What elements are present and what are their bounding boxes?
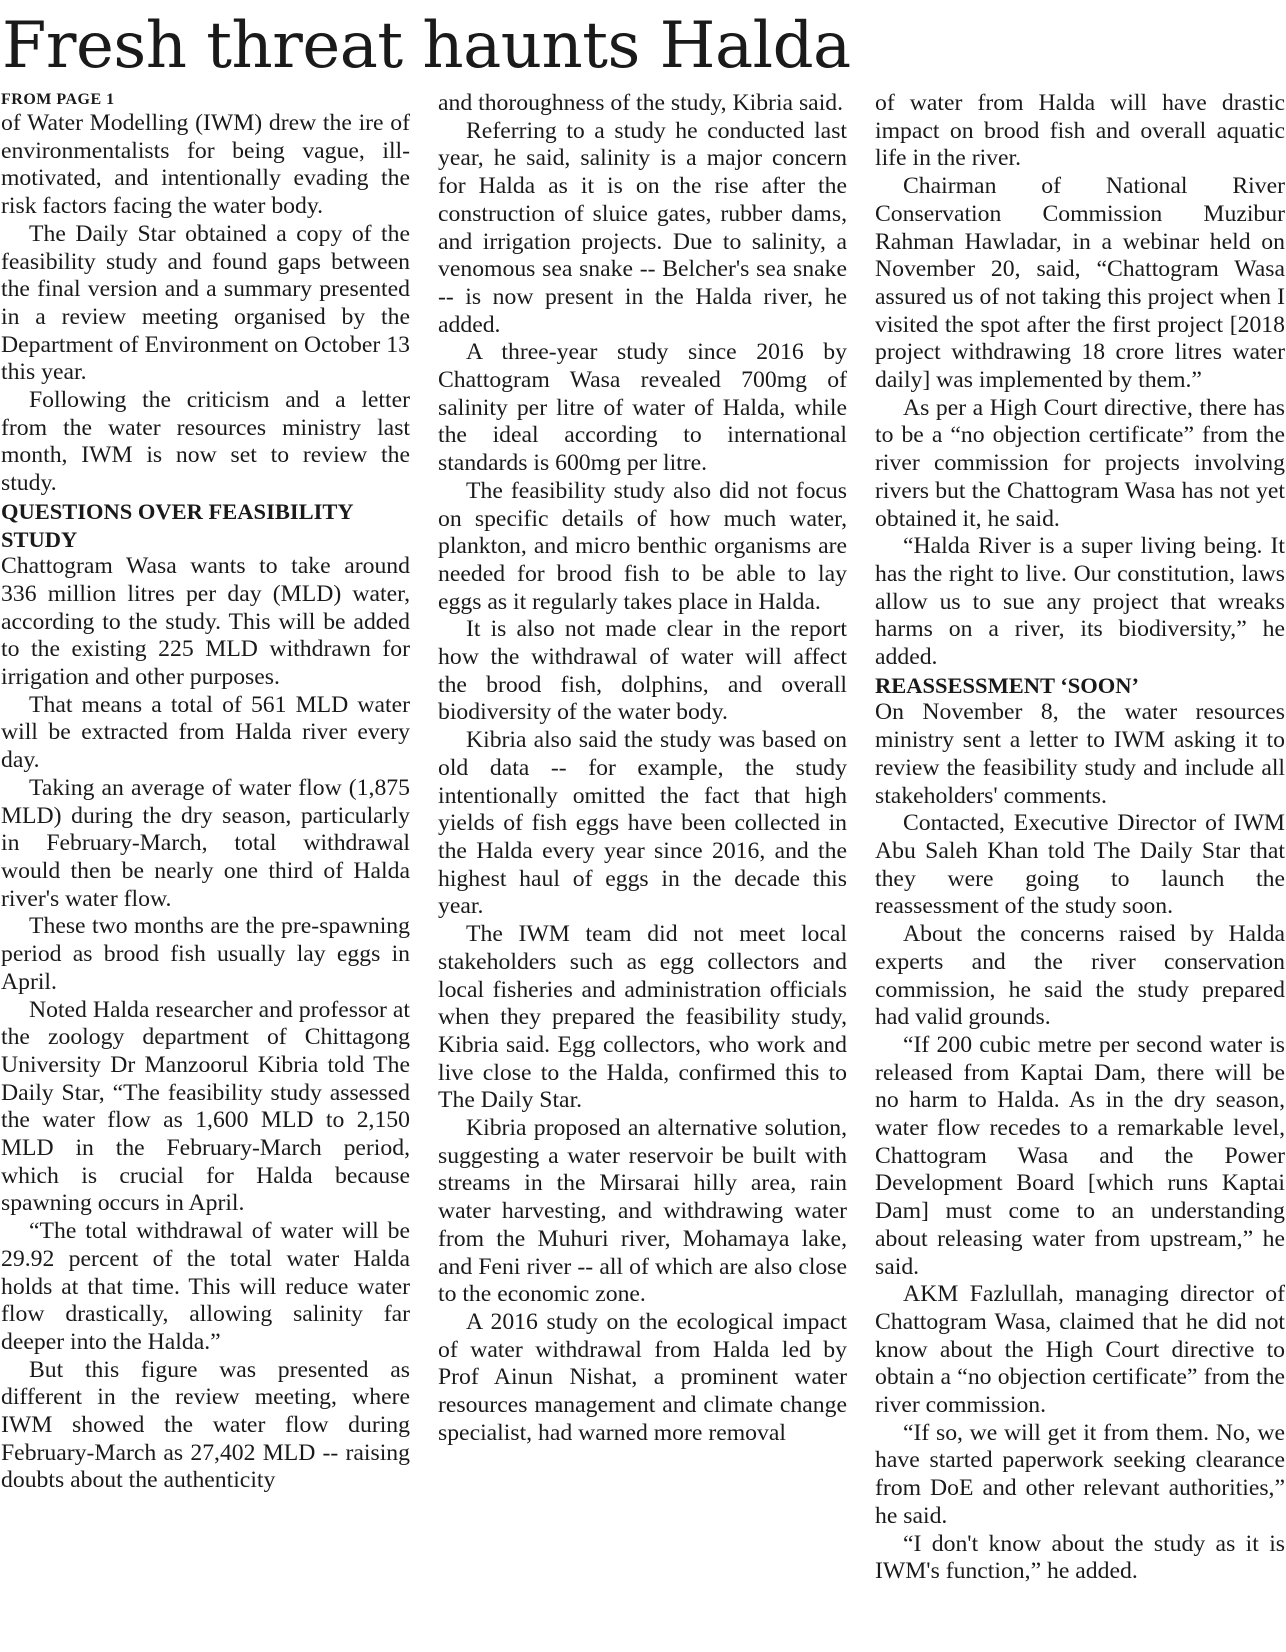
paragraph: As per a High Court directive, there has to be a “no objection certificate” from the river commission for projects involving rivers but the Chattogram Wasa has not yet obtained it, he said.: [875, 394, 1285, 532]
paragraph: The feasibility study also did not focus on specific details of how much water, plankton, and micro benthic organisms are needed for brood fish to be able to lay eggs as it regularly takes place in Halda.: [438, 477, 847, 615]
column-2: [438, 90, 847, 1447]
paragraph: A three-year study since 2016 by Chattogram Wasa revealed 700mg of salinity per litre of water of Halda, while the ideal according to international standards is 600mg per litre.: [438, 339, 847, 477]
paragraph: “If 200 cubic metre per second water is released from Kaptai Dam, there will be no harm to Halda. As in the dry season, water flow recedes to a remarkable level, Chattogram Wasa and the Power Development Board [which runs Kaptai Dam] must come to an understanding about releasing water from upstream,” he said.: [875, 1031, 1285, 1280]
paragraph: The IWM team did not meet local stakeholders such as egg collectors and local fisheries and administration officials when they prepared the feasibility study, Kibria said. Egg collectors, who work and live close to the Halda, confirmed this to The Daily Star.: [438, 921, 847, 1114]
subheading-reassessment: REASSESSMENT ‘SOON’: [875, 672, 1140, 698]
from-page-label: FROM PAGE 1: [1, 91, 115, 108]
paragraph: These two months are the pre-spawning period as brood fish usually lay eggs in April.: [1, 913, 410, 995]
paragraph: “Halda River is a super living being. It has the right to live. Our constitution, laws allow us to sue any project that wreaks harms on a river, its biodiversity,” he added.: [875, 533, 1285, 671]
paragraph: It is also not made clear in the report how the withdrawal of water will affect the brood fish, dolphins, and overall biodiversity of the water body.: [438, 616, 847, 726]
paragraph: Following the criticism and a letter from the water resources ministry last month, IWM is now set to review the study.: [1, 387, 410, 497]
paragraph: The Daily Star obtained a copy of the feasibility study and found gaps between the final version and a summary presented in a review meeting organised by the Department of Environment on October 13 this year.: [1, 220, 410, 386]
paragraph: That means a total of 561 MLD water will be extracted from Halda river every day.: [1, 691, 410, 774]
paragraph: Chairman of National River Conservation Commission Muzibur Rahman Hawladar, in a webinar held on November 20, said, “Chattogram Wasa assured us of not taking this project when I visited the spot after the first project [2018 project withdrawing 18 crore litres water daily] was implemented by them.”: [875, 173, 1285, 394]
column-1: [1, 90, 410, 1495]
paragraph: of water from Halda will have drastic impact on brood fish and overall aquatic life in the river.: [875, 90, 1285, 172]
paragraph: About the concerns raised by Halda experts and the river conservation commission, he said the study prepared had valid grounds.: [875, 921, 1285, 1031]
paragraph: Referring to a study he conducted last year, he said, salinity is a major concern for Halda as it is on the rise after the construction of sluice gates, rubber dams, and irrigation projects. Due to salinity, a venomous sea snake -- Belcher's sea snake -- is now present in the Halda river, he added.: [438, 117, 847, 338]
paragraph: Contacted, Executive Director of IWM Abu Saleh Khan told The Daily Star that they were going to launch the reassessment of the study soon.: [875, 810, 1285, 920]
paragraph: Kibria proposed an alternative solution, suggesting a water reservoir be built with streams in the Mirsarai hilly area, rain water harvesting, and withdrawing water from the Muhuri river, Mohamaya lake, and Feni river -- all of which are also close to the economic zone.: [438, 1115, 847, 1308]
paragraph: Taking an average of water flow (1,875 MLD) during the dry season, particularly in February-March, total withdrawal would then be nearly one third of Halda river's water flow.: [1, 774, 410, 912]
paragraph: But this figure was presented as different in the review meeting, where IWM showed the water flow during February-March as 27,402 MLD -- raising doubts about the authenticity: [1, 1356, 410, 1494]
column-3: [875, 90, 1285, 1586]
subheading-questions: QUESTIONS OVER FEASIBILITY STUDY: [1, 498, 353, 552]
paragraph: Chattogram Wasa wants to take around 336 million litres per day (MLD) water, according to the study. This will be added to the existing 225 MLD withdrawn for irrigation and other purposes.: [1, 553, 410, 691]
paragraph: of Water Modelling (IWM) drew the ire of environmentalists for being vague, ill-motivated, and intentionally evading the risk factors facing the water body.: [1, 110, 410, 220]
paragraph: “The total withdrawal of water will be 29.92 percent of the total water Halda holds at that time. This will reduce water flow drastically, allowing salinity far deeper into the Halda.”: [1, 1218, 410, 1355]
paragraph: AKM Fazlullah, managing director of Chattogram Wasa, claimed that he did not know about the High Court directive to obtain a “no objection certificate” from the river commission.: [875, 1281, 1285, 1419]
paragraph: A 2016 study on the ecological impact of water withdrawal from Halda led by Prof Ainun Nishat, a prominent water resources management and climate change specialist, had warned more removal: [438, 1308, 847, 1446]
paragraph: Kibria also said the study was based on old data -- for example, the study intentionally omitted the fact that high yields of fish eggs have been collected in the Halda every year since 2016, and the highest haul of eggs in the decade this year.: [438, 727, 847, 920]
paragraph: and thoroughness of the study, Kibria said.: [438, 90, 844, 116]
paragraph: On November 8, the water resources ministry sent a letter to IWM asking it to review the feasibility study and include all stakeholders' comments.: [875, 699, 1285, 809]
headline: Fresh threat haunts Halda: [2, 9, 851, 83]
paragraph: “If so, we will get it from them. No, we have started paperwork seeking clearance from DoE and other relevant authorities,” he said.: [875, 1419, 1285, 1529]
paragraph: Noted Halda researcher and professor at the zoology department of Chittagong University Dr Manzoorul Kibria told The Daily Star, “The feasibility study assessed the water flow as 1,600 MLD to 2,150 MLD in the February-March period, which is crucial for Halda because spawning occurs in April.: [1, 996, 410, 1217]
paragraph: “I don't know about the study as it is IWM's function,” he added.: [875, 1530, 1285, 1585]
